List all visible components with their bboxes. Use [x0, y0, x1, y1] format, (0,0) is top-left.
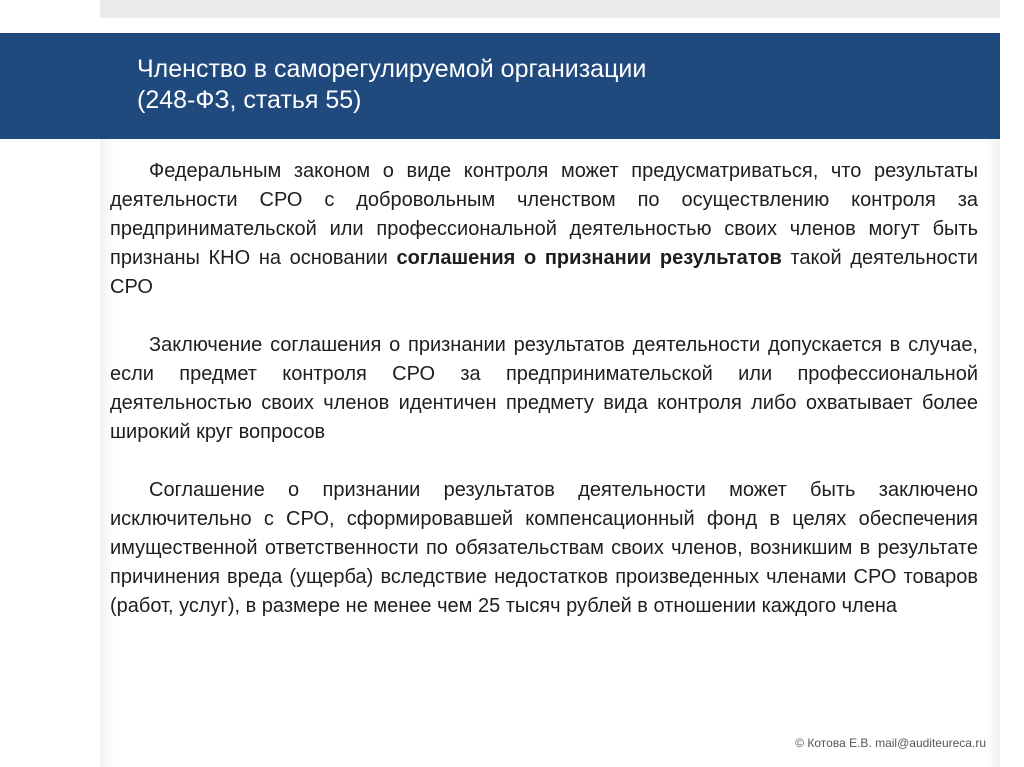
title-line-1: Членство в саморегулируемой организации — [137, 55, 647, 83]
paragraph-1-text: Федеральным законом о виде контроля может предусматриваться, что результаты деятельности СРО с добровольным членством по осуществлению контроля за предпринимательской или профессиональной деятельностью своих членов могут быть признаны КНО на основании — [110, 160, 978, 269]
title-line-2: (248-ФЗ, статья 55) — [137, 86, 362, 114]
slide-title — [137, 54, 977, 116]
slide-body — [110, 157, 978, 621]
paragraph-1-emphasis: соглашения о признании результатов — [396, 247, 782, 269]
copyright-footer: © Котова Е.В. mail@auditeureca.ru — [795, 736, 986, 750]
top-decorative-strip — [100, 0, 1000, 18]
paragraph-2: Заключение соглашения о признании результатов деятельности допускается в случае, если предмет контроля СРО за предпринимательской или профессиональной деятельностью своих членов идентичен предмету вида контроля либо охватывает более широкий круг вопросов — [110, 334, 978, 443]
paragraph-3: Соглашение о признании результатов деятельности может быть заключено исключительно с СРО, сформировавшей компенсационный фонд в целях обеспечения имущественной ответственности по обязательствам своих членов, возникшим в результате причинения вреда (ущерба) вследствие недостатков произведенных членами СРО товаров (работ, услуг), в размере не менее чем 25 тысяч рублей в отношении каждого члена — [110, 479, 978, 617]
paragraph-1-tail: такой деятельности СРО — [110, 247, 978, 298]
paragraph-1 — [110, 157, 978, 302]
